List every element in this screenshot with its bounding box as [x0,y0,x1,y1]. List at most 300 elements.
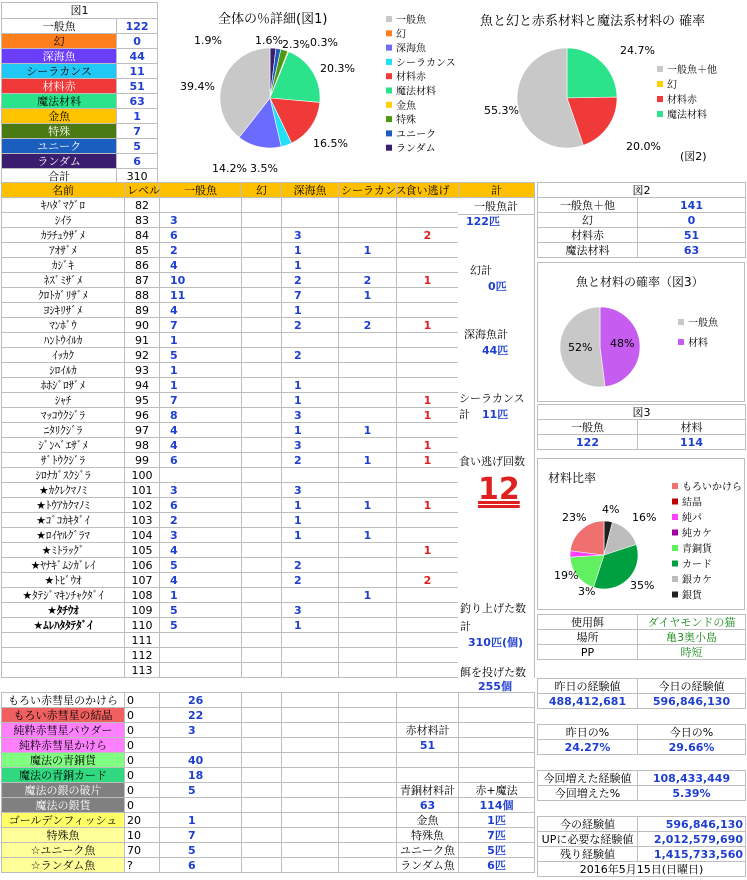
fish-level: 98 [125,438,160,453]
fish-maboroshi [242,243,282,258]
material-row [2,693,535,708]
pie-label: 3% [578,585,596,598]
shinkai-total-label: 深海魚計 [464,328,508,341]
fish-sila [339,618,397,633]
fish-name: ★ｶｸﾚｸﾏﾉﾐ [2,483,125,498]
fish-sila [339,333,397,348]
pie-label: 16.5% [313,137,348,150]
fish-maboroshi [242,288,282,303]
fish-maboroshi [242,348,282,363]
exp-tp-val: 29.66% [638,740,746,755]
summary-name: 合計 [2,169,117,184]
fish-row [2,453,535,468]
legend-swatch [386,116,392,122]
fish-kuinige: 1 [397,408,459,423]
exp-yp-val: 24.27% [538,740,638,755]
basho-key: 場所 [538,630,638,645]
legend-swatch [386,30,392,36]
material-name: 魔法の銀貨 [2,798,125,813]
exp-need-val: 2,012,579,690 [638,832,746,847]
fish-kuinige [397,333,459,348]
fig3-v2: 114 [638,435,746,450]
sila-total-value: 11匹 [482,408,509,421]
mat-total-b: 6匹 [459,858,535,873]
fish-kuinige [397,633,459,648]
fig3-h1: 一般魚 [538,420,638,435]
fish-sila: 1 [339,288,397,303]
pie-label: 0.3% [310,36,338,49]
fish-kuinige [397,213,459,228]
summary-name: 魔法材料 [2,94,117,109]
fish-row [2,378,535,393]
fish-row [2,273,535,288]
fish-level: 86 [125,258,160,273]
material-empty [242,768,282,783]
fish-sila [339,633,397,648]
pp-key: PP [538,645,638,660]
fig1-label: 図1 [2,3,158,19]
material-empty [242,738,282,753]
fish-row [2,483,535,498]
legend-swatch [678,339,684,345]
material-level: 0 [125,693,160,708]
chart4-area [537,458,745,610]
fish-level: 85 [125,243,160,258]
legend-swatch [657,111,663,117]
fish-name: ｻﾞﾄｳｸｼﾞﾗ [2,453,125,468]
ippan-total-label: 一般魚計 [458,198,534,215]
maboroshi-total-value: 0匹 [488,280,507,293]
material-empty [242,783,282,798]
fish-ippan: 11 [160,288,242,303]
fish-ippan: 7 [160,318,242,333]
tsuri-sub: 計 [460,620,471,633]
summary-value: 122 [117,19,158,34]
chart4-title: 材料比率 [548,471,597,485]
fig2-row [538,198,746,213]
fish-kuinige [397,618,459,633]
shinkai-total-value: 44匹 [482,344,509,357]
legend-item: 材料 [688,338,708,349]
fish-name [2,648,125,663]
fish-name: ★ﾐﾄﾗｯｸﾞ [2,543,125,558]
fish-ippan [160,648,242,663]
fish-level: 83 [125,213,160,228]
fig2-key: 材料赤 [538,228,638,243]
pie-label: 2.3% [282,38,310,51]
pie-slice [567,48,617,98]
summary-value: 11 [117,64,158,79]
fig2-val: 141 [638,198,746,213]
fish-sila: 1 [339,588,397,603]
material-empty [282,798,339,813]
legend-item: 純パ [682,513,702,524]
fish-name: ﾖｼｷﾘｻﾞﾒ [2,303,125,318]
mat-total-b: 114個 [459,798,535,813]
summary-row [2,94,158,109]
fish-level: 112 [125,648,160,663]
material-empty [242,798,282,813]
material-row [2,753,535,768]
legend-item: 魔法材料 [667,110,707,121]
fish-name: ｲｯｶｸ [2,348,125,363]
material-count: 40 [160,753,242,768]
fig2-key: 魔法材料 [538,243,638,258]
pie-label: 24.7% [620,44,655,57]
fig2-row [538,228,746,243]
fish-name: ｼﾞﾝﾍﾞｴｻﾞﾒ [2,438,125,453]
fish-ippan: 5 [160,603,242,618]
fish-shinkai: 1 [282,528,339,543]
material-count: 18 [160,768,242,783]
fish-shinkai: 1 [282,513,339,528]
exp-rem-label: 残り経験値 [538,847,638,862]
material-row [2,768,535,783]
pie-label: 16% [632,511,657,524]
fish-shinkai: 2 [282,573,339,588]
fish-row [2,213,535,228]
fish-sila [339,363,397,378]
fish-row [2,588,535,603]
fish-ippan: 4 [160,303,242,318]
legend-swatch [386,88,392,94]
exp-today-val: 596,846,130 [638,694,746,709]
fish-shinkai: 3 [282,228,339,243]
col-level: レベル [125,183,160,198]
fish-shinkai [282,468,339,483]
legend-item: ランダム [396,143,436,155]
fish-shinkai: 3 [282,603,339,618]
col-sila: シーラカンス [339,183,397,198]
fish-shinkai: 2 [282,273,339,288]
material-empty [242,813,282,828]
tsuri-value: 310匹(個) [468,636,524,649]
fish-sila [339,408,397,423]
legend-swatch [386,16,392,22]
fish-sila [339,213,397,228]
material-empty [339,768,397,783]
fish-row [2,438,535,453]
fish-maboroshi [242,528,282,543]
fish-row [2,618,535,633]
fish-kuinige: 1 [397,453,459,468]
mat-total-a: 金魚 [397,813,459,828]
material-empty [339,828,397,843]
material-empty [282,813,339,828]
fish-name: ★ﾀﾁｳｵ [2,603,125,618]
legend-swatch [386,45,392,51]
exp-incp-val: 5.39% [638,786,746,801]
fish-row [2,633,535,648]
summary-row [2,109,158,124]
material-name: ☆ユニーク魚 [2,843,125,858]
fish-table [1,182,535,678]
fish-level: 93 [125,363,160,378]
fish-kuinige [397,648,459,663]
fish-ippan: 10 [160,273,242,288]
legend-item: 結晶 [682,497,702,509]
fish-level: 107 [125,573,160,588]
material-empty [339,738,397,753]
mat-total-b: 5匹 [459,843,535,858]
legend-swatch [672,499,678,505]
pie-label: 4% [602,503,620,516]
fish-kuinige [397,378,459,393]
fish-ippan: 3 [160,213,242,228]
fig3-table [537,404,746,450]
material-count: 5 [160,783,242,798]
pie-label: 20.3% [320,62,355,75]
material-empty [282,693,339,708]
fish-sila [339,648,397,663]
fish-ippan: 4 [160,438,242,453]
fish-kuinige: 1 [397,273,459,288]
material-empty [339,723,397,738]
fish-shinkai: 1 [282,303,339,318]
summary-row [2,49,158,64]
fish-sila [339,393,397,408]
fish-sila: 1 [339,243,397,258]
material-empty [242,753,282,768]
fish-sila [339,198,397,213]
material-row [2,723,535,738]
fish-name: ﾏｯｺｳｸｼﾞﾗ [2,408,125,423]
material-level: 0 [125,768,160,783]
summary-table [1,2,158,184]
pie-label: 55.3% [484,104,519,117]
material-empty [242,708,282,723]
fish-name: ﾈｽﾞﾐｻﾞﾒ [2,273,125,288]
fish-row [2,318,535,333]
fish-maboroshi [242,483,282,498]
fish-row [2,393,535,408]
chart1-area [160,2,460,180]
fish-shinkai: 3 [282,408,339,423]
fish-ippan: 5 [160,348,242,363]
summary-value: 5 [117,139,158,154]
material-empty [339,813,397,828]
fish-shinkai: 1 [282,378,339,393]
fish-maboroshi [242,423,282,438]
exp-tp-label: 今日の% [638,725,746,740]
material-name: 純粋赤彗星かけら [2,738,125,753]
fish-maboroshi [242,603,282,618]
exp-today-label: 今日の経験値 [638,679,746,694]
material-empty [339,783,397,798]
fig3-v1: 122 [538,435,638,450]
mat-total-b: 1匹 [459,813,535,828]
material-name: 魔法の青銅カード [2,768,125,783]
legend-swatch [672,530,678,536]
esa-value: 255個 [478,680,512,693]
legend-item: 特殊 [396,115,416,127]
chart3-area [537,262,745,402]
fish-level: 96 [125,408,160,423]
mat-total-a: 63 [397,798,459,813]
material-name: もろい赤彗星の結晶 [2,708,125,723]
exp-yesterday-label: 昨日の経験値 [538,679,638,694]
fish-maboroshi [242,588,282,603]
fish-maboroshi [242,633,282,648]
mat-total-a [397,753,459,768]
fish-kuinige: 1 [397,543,459,558]
fish-ippan [160,633,242,648]
fish-shinkai: 7 [282,288,339,303]
chart2-pie [462,2,745,180]
fish-row [2,198,535,213]
material-level: 0 [125,738,160,753]
chart1-title: 全体の％詳細(図1) [218,12,328,27]
fish-row [2,543,535,558]
fish-maboroshi [242,498,282,513]
col-kuinige: 食い逃げ [397,183,459,198]
fish-name: ｸﾛﾄｶﾞﾘｻﾞﾒ [2,288,125,303]
fish-kuinige: 1 [397,393,459,408]
legend-swatch [386,59,392,65]
material-count [160,798,242,813]
legend-swatch [672,576,678,582]
fish-level: 90 [125,318,160,333]
fish-maboroshi [242,198,282,213]
material-row [2,828,535,843]
legend-swatch [678,319,684,325]
basho-val: 亀3奥小島 [638,630,746,645]
fish-level: 104 [125,528,160,543]
summary-name: 一般魚 [2,19,117,34]
material-count: 26 [160,693,242,708]
fish-ippan: 6 [160,228,242,243]
fish-ippan [160,198,242,213]
fish-shinkai: 1 [282,618,339,633]
fish-row [2,603,535,618]
esa-label: 餌を投げた数 [460,666,526,679]
legend-swatch [672,592,678,598]
fish-ippan: 4 [160,573,242,588]
fish-shinkai: 3 [282,438,339,453]
fish-sila [339,663,397,678]
fish-ippan: 2 [160,513,242,528]
kuinige-total-value: 12 [478,472,520,507]
mat-total-a: ユニーク魚 [397,843,459,858]
fish-kuinige [397,558,459,573]
fish-shinkai: 3 [282,483,339,498]
ippan-total-value: 122匹 [466,215,500,228]
material-name: ☆ランダム魚 [2,858,125,873]
fish-kuinige: 2 [397,573,459,588]
summary-name: 材料赤 [2,79,117,94]
fish-kuinige: 2 [397,228,459,243]
fish-shinkai [282,213,339,228]
fish-maboroshi [242,468,282,483]
fish-shinkai: 1 [282,393,339,408]
legend-swatch [672,545,678,551]
fish-level: 110 [125,618,160,633]
summary-value: 6 [117,154,158,169]
material-empty [339,858,397,873]
summary-row [2,64,158,79]
mat-total-b [459,738,535,753]
pie-label: 1.9% [194,34,222,47]
material-empty [339,843,397,858]
material-level: 0 [125,783,160,798]
chart1-pie [160,2,460,180]
legend-item: 銀カケ [682,575,712,586]
legend-swatch [386,73,392,79]
material-empty [339,798,397,813]
fish-level: 113 [125,663,160,678]
fish-kuinige [397,603,459,618]
chart2-fig: (図2) [680,150,707,163]
fish-row [2,363,535,378]
fish-name: ｼﾛｲﾙｶ [2,363,125,378]
fish-row [2,303,535,318]
fish-level: 95 [125,393,160,408]
fish-level: 100 [125,468,160,483]
fish-row [2,498,535,513]
fish-sila: 1 [339,453,397,468]
summary-row [2,139,158,154]
summary-name: ランダム [2,154,117,169]
material-empty [282,858,339,873]
fish-sila [339,513,397,528]
material-level: 0 [125,798,160,813]
col-total: 計 [459,183,535,198]
material-row [2,738,535,753]
fish-maboroshi [242,228,282,243]
fish-level: 97 [125,423,160,438]
material-row [2,843,535,858]
summary-value: 63 [117,94,158,109]
fish-kuinige [397,423,459,438]
fish-maboroshi [242,618,282,633]
pie-label: 39.4% [180,80,215,93]
mat-total-a: 51 [397,738,459,753]
legend-item: 一般魚 [396,15,426,26]
chart3-pie [538,263,746,403]
fish-name: ｼｲﾗ [2,213,125,228]
summary-value: 44 [117,49,158,64]
summary-row [2,34,158,49]
material-name: 魔法の青銅貨 [2,753,125,768]
col-shinkai: 深海魚 [282,183,339,198]
fish-row [2,348,535,363]
fish-name: ｶﾗﾁｭｳｻﾞﾒ [2,228,125,243]
summary-value: 0 [117,34,158,49]
fish-name: ★ﾄﾋﾞｳｵ [2,573,125,588]
material-empty [242,828,282,843]
fish-maboroshi [242,438,282,453]
legend-item: 深海魚 [396,43,426,55]
fig2-table [537,182,746,258]
fish-name: ﾏﾝﾎﾞｳ [2,318,125,333]
fish-level: 106 [125,558,160,573]
fish-name: ★ﾄｳｱｶｸﾏﾉﾐ [2,498,125,513]
fish-kuinige [397,468,459,483]
material-level: 10 [125,828,160,843]
fish-row [2,243,535,258]
material-level: 0 [125,708,160,723]
fish-ippan: 2 [160,243,242,258]
material-level: 0 [125,753,160,768]
fish-name [2,663,125,678]
legend-item: もろいかけら [682,482,742,493]
fish-ippan: 4 [160,423,242,438]
material-empty [339,708,397,723]
legend-item: カード [682,559,712,571]
material-empty [242,723,282,738]
material-empty [242,858,282,873]
summary-value: 1 [117,109,158,124]
